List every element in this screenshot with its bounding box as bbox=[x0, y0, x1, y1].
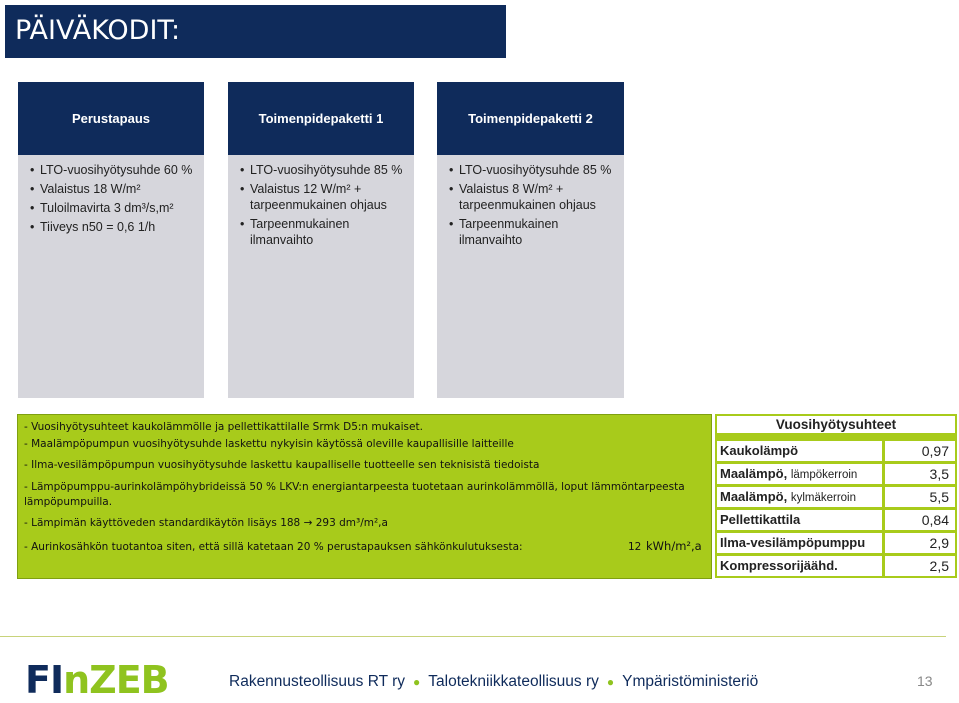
column-body bbox=[228, 155, 414, 398]
table-cell-value: 3,5 bbox=[885, 464, 955, 484]
slide-title: PÄIVÄKODIT: bbox=[15, 15, 181, 46]
list-item: • Valaistus 8 W/m² + tarpeenmukainen ohjaus bbox=[449, 181, 616, 213]
table-cell-value: 0,97 bbox=[885, 441, 955, 461]
table-row bbox=[717, 464, 955, 484]
slide-title-bar bbox=[5, 5, 506, 58]
table-cell-value: 0,84 bbox=[885, 510, 955, 530]
bullet-dot-icon: ● bbox=[606, 675, 615, 689]
table-row bbox=[717, 441, 955, 461]
footer-organizations bbox=[229, 673, 758, 691]
list-item: • LTO-vuosihyötysuhde 60 % bbox=[30, 162, 196, 178]
column-header: Perustapaus bbox=[18, 82, 204, 155]
org-name: Rakennusteollisuus RT ry bbox=[229, 673, 406, 690]
table-cell-name: Maalämpö, kylmäkerroin bbox=[717, 487, 882, 507]
efficiency-table bbox=[715, 414, 957, 578]
list-item: • Tarpeenmukainen ilmanvaihto bbox=[449, 216, 616, 248]
table-cell-name: Kompressorijäähd. bbox=[717, 556, 882, 576]
notes-box bbox=[17, 414, 712, 579]
column-body bbox=[437, 155, 624, 398]
finzeb-logo: FInZEB bbox=[25, 658, 169, 702]
list-item: • Tuloilmavirta 3 dm³/s,m² bbox=[30, 200, 196, 216]
note-line: - Aurinkosähkön tuotantoa siten, että sillä katetaan 20 % perustapauksen sähkönkulutuksesta: bbox=[24, 541, 523, 553]
column-body bbox=[18, 155, 204, 398]
column-toimenpidepaketti-2 bbox=[437, 82, 624, 398]
org-name: Ympäristöministeriö bbox=[622, 673, 759, 690]
bullet-dot-icon: ● bbox=[413, 675, 421, 689]
column-header: Toimenpidepaketti 1 bbox=[228, 82, 414, 155]
note-line: - Vuosihyötysuhteet kaukolämmölle ja pellettikattilalle Srmk D5:n mukaiset. bbox=[24, 421, 423, 433]
footer-divider bbox=[0, 636, 946, 637]
note-line: - Lämpimän käyttöveden standardikäytön lisäys 188 → 293 dm³/m²,a bbox=[24, 517, 388, 529]
table-row bbox=[717, 487, 955, 507]
table-cell-name: Kaukolämpö bbox=[717, 441, 882, 461]
table-cell-value: 2,5 bbox=[885, 556, 955, 576]
table-row bbox=[717, 556, 955, 576]
list-item: • Tarpeenmukainen ilmanvaihto bbox=[240, 216, 406, 248]
column-header: Toimenpidepaketti 2 bbox=[437, 82, 624, 155]
table-row bbox=[717, 533, 955, 553]
list-item: • Tiiveys n50 = 0,6 1/h bbox=[30, 219, 196, 235]
note-line: lämpöpumpuilla. bbox=[24, 496, 113, 508]
list-item: • LTO-vuosihyötysuhde 85 % bbox=[449, 162, 616, 178]
page-number: 13 bbox=[917, 673, 933, 689]
solar-unit: kWh/m²,a bbox=[646, 539, 702, 553]
list-item: • Valaistus 12 W/m² + tarpeenmukainen ohjaus bbox=[240, 181, 406, 213]
list-item: • LTO-vuosihyötysuhde 85 % bbox=[240, 162, 406, 178]
table-cell-name: Pellettikattila bbox=[717, 510, 882, 530]
org-name: Talotekniikkateollisuus ry bbox=[428, 673, 599, 690]
table-row bbox=[717, 510, 955, 530]
table-cell-name: Ilma-vesilämpöpumppu bbox=[717, 533, 882, 553]
note-line: - Ilma-vesilämpöpumpun vuosihyötysuhde laskettu kaupalliselle tuotteelle sen teknisistä tiedoista bbox=[24, 459, 540, 471]
column-perustapaus bbox=[18, 82, 204, 398]
table-cell-value: 5,5 bbox=[885, 487, 955, 507]
table-cell-name: Maalämpö, lämpökerroin bbox=[717, 464, 882, 484]
note-line: - Maalämpöpumpun vuosihyötysuhde laskettu nykyisin käytössä oleville kaupallisille laitteille bbox=[24, 438, 514, 450]
list-item: • Valaistus 18 W/m² bbox=[30, 181, 196, 197]
column-toimenpidepaketti-1 bbox=[228, 82, 414, 398]
note-line: - Lämpöpumppu-aurinkolämpöhybrideissä 50 % LKV:n energiantarpeesta tuotetaan aurinkolämmöllä, loput lämmöntarpeesta bbox=[24, 481, 685, 493]
solar-value: 12 bbox=[628, 541, 642, 553]
table-title: Vuosihyötysuhteet bbox=[717, 416, 955, 433]
table-cell-value: 2,9 bbox=[885, 533, 955, 553]
